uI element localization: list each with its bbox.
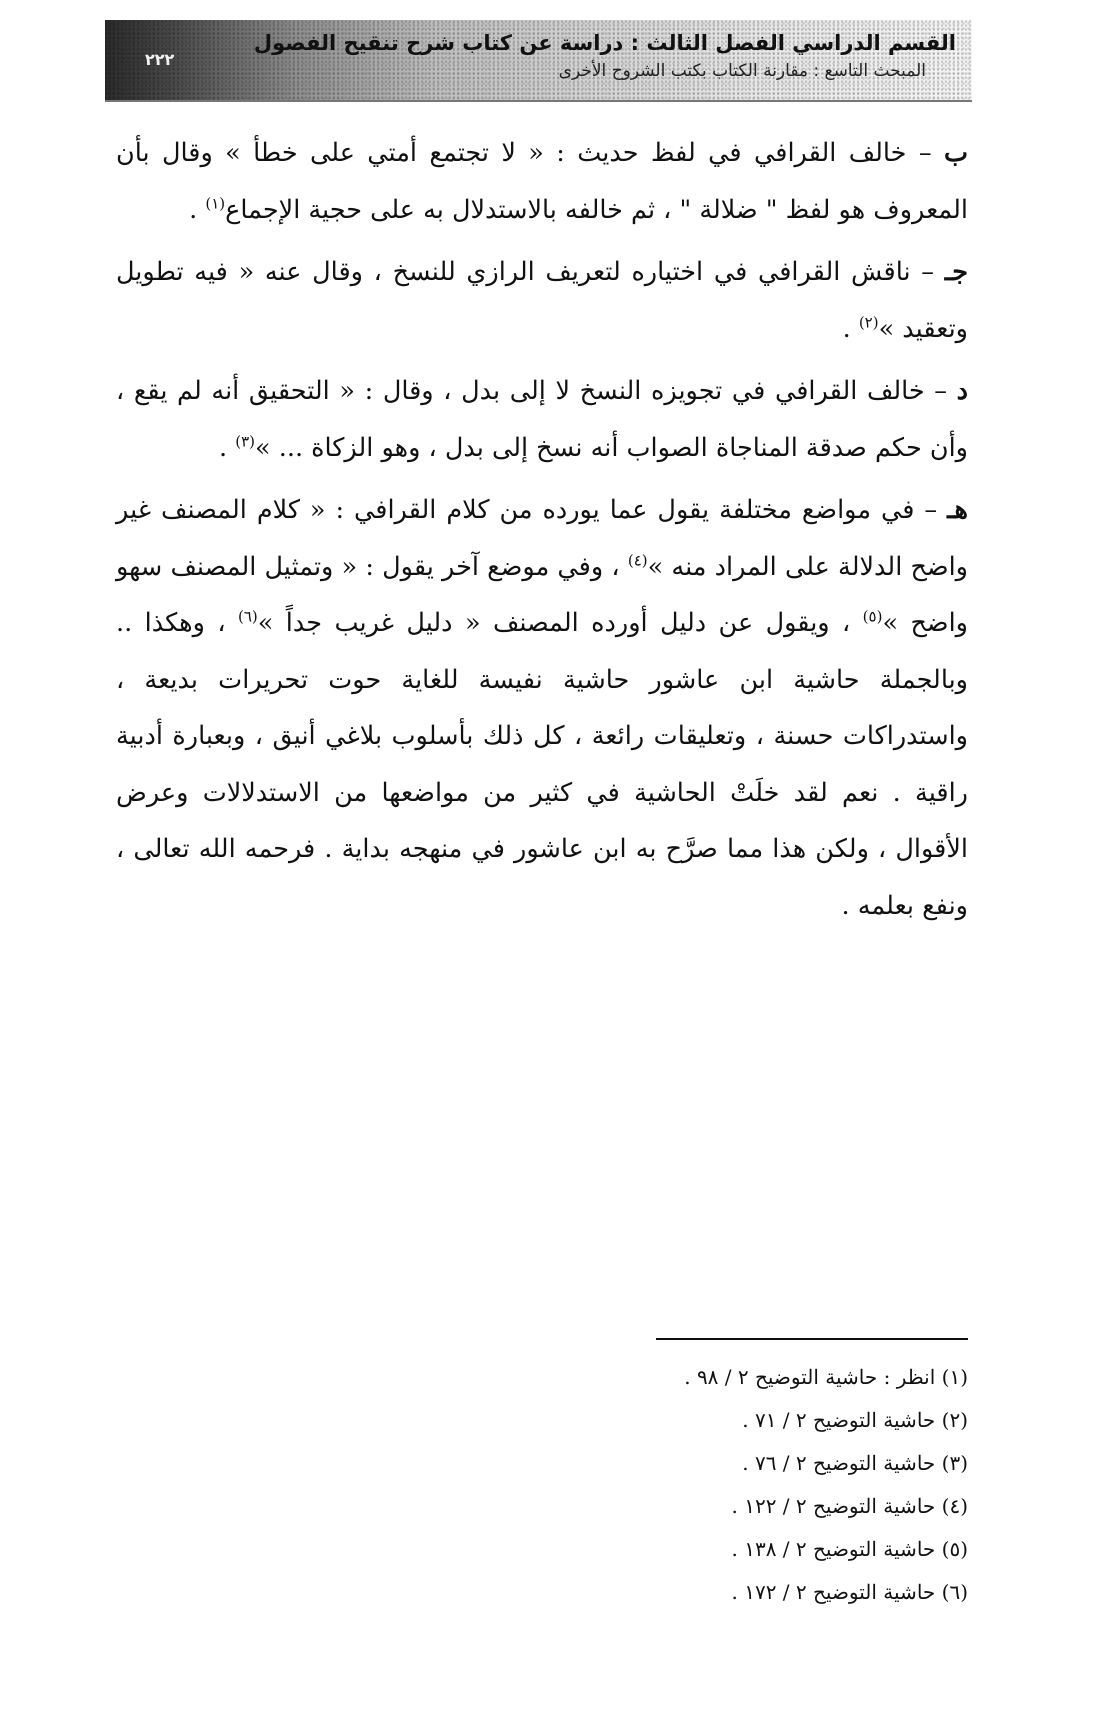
paragraph-text: – خالف القرافي في لفظ حديث : « لا تجتمع أمتي على خطأ » وقال بأن المعروف هو لفظ " ضلالة " ، ثم خالفه بالاستدلال به على حجية الإجماع <box>116 138 968 225</box>
paragraph-tail: . <box>189 194 206 225</box>
paragraph-tail: . <box>842 313 859 344</box>
page-number: ٢٢٢ <box>145 50 175 69</box>
footnote-item: (٦) حاشية التوضيح ٢ / ١٧٢ . <box>731 1580 968 1604</box>
footnote-ref[interactable]: (١) <box>205 194 226 212</box>
footnote-separator <box>656 1338 968 1340</box>
paragraph-ha <box>116 482 968 934</box>
paragraph-text: – في مواضع مختلفة يقول عما يورده من كلام القرافي : « كلام المصنف غير واضح الدلالة على المراد منه » <box>116 495 968 582</box>
paragraph-marker: د <box>956 376 968 406</box>
paragraph-ba <box>116 125 968 238</box>
main-text <box>116 125 968 940</box>
footnote-item: (٥) حاشية التوضيح ٢ / ١٣٨ . <box>731 1537 968 1561</box>
paragraph-text: – ناقش القرافي في اختياره لتعريف الرازي للنسخ ، وقال عنه « فيه تطويل وتعقيد » <box>116 257 968 344</box>
footnote-ref[interactable]: (٤) <box>627 551 648 569</box>
paragraph-marker: هـ <box>947 495 968 525</box>
footnote-item: (١) انظر : حاشية التوضيح ٢ / ٩٨ . <box>684 1365 968 1389</box>
paragraph-dal <box>116 363 968 476</box>
paragraph-text: – خالف القرافي في تجويزه النسخ لا إلى بدل ، وقال : « التحقيق أنه لم يقع ، وأن حكم صدقة المناجاة الصواب أنه نسخ إلى بدل ، وهو الزكاة ... » <box>116 376 968 463</box>
header-section-title: القسم الدراسي الفصل الثالث : دراسة عن كتاب شرح تنقيح الفصول <box>253 31 956 55</box>
paragraph-tail: . <box>219 432 236 463</box>
footnote-ref[interactable]: (٥) <box>862 607 883 626</box>
footnote-item: (٣) حاشية التوضيح ٢ / ٧٦ . <box>742 1451 968 1475</box>
paragraph-marker: جـ <box>944 257 968 287</box>
paragraph-text-2: ، وفي موضع آخر يقول : « وتمثيل المصنف سهو واضح » <box>116 551 968 638</box>
page-header-banner <box>105 20 972 102</box>
paragraph-tail: ، وهكذا .. وبالجملة حاشية ابن عاشور حاشية نفيسة للغاية حوت تحريرات بديعة ، واستدراكات حسنة ، وتعليقات رائعة ، كل ذلك بأسلوب بلاغي أنيق ، وبعبارة أدبية راقية . نعم لقد خلَتْ الحاشية في كثير من مواضعها من الاستدلالات وعرض الأقوال ، ولكن هذا مما صرَّح به ابن عاشور في منهجه بداية . فرحمه الله تعالى ، ونفع بعلمه . <box>116 608 968 921</box>
paragraph-text-3: ، ويقول عن دليل أورده المصنف « دليل غريب جداً » <box>257 608 863 638</box>
paragraph-marker: ب <box>943 138 968 168</box>
footnote-ref[interactable]: (٦) <box>238 607 258 626</box>
paragraph-jim <box>116 244 968 357</box>
footnotes-list <box>560 1356 968 1614</box>
footnote-item: (٢) حاشية التوضيح ٢ / ٧١ . <box>742 1408 968 1432</box>
footnote-item: (٤) حاشية التوضيح ٢ / ١٢٢ . <box>731 1494 968 1518</box>
header-text <box>236 28 956 84</box>
footnote-ref[interactable]: (٢) <box>858 313 879 331</box>
header-subsection-title: المبحث التاسع : مقارنة الكتاب بكتب الشروح الأخرى <box>558 61 926 81</box>
footnote-ref[interactable]: (٣) <box>235 432 256 450</box>
